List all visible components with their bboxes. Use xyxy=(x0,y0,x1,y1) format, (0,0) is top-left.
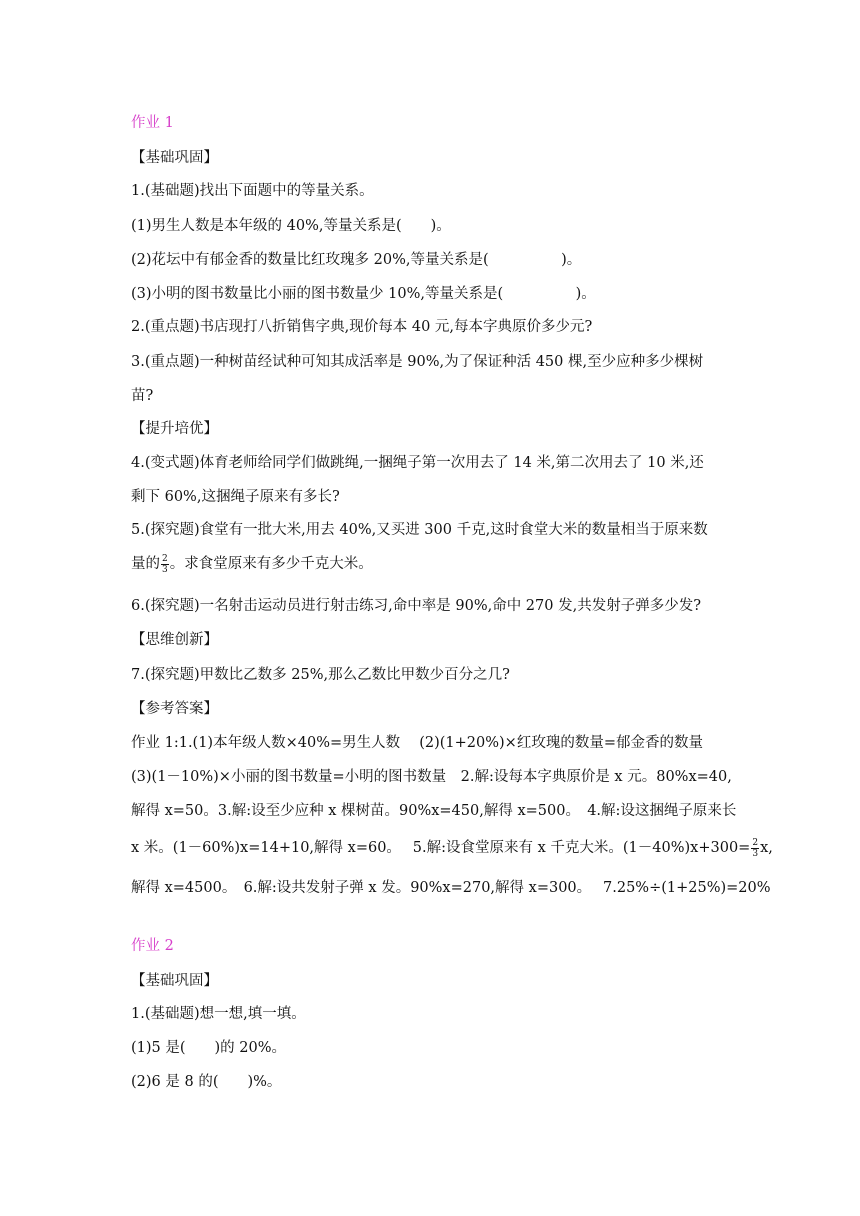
answer-line-3: 解得 x=50。3.解:设至少应种 x 棵树苗。90%x=450,解得 x=500。 4.解:设这捆绳子原来长 xyxy=(131,803,737,819)
section-improve-heading: 【提升培优】 xyxy=(131,421,218,437)
hw2-question-1-part-1: (1)5 是( )的 20%。 xyxy=(131,1040,287,1056)
question-4-line-1: 4.(变式题)体育老师给同学们做跳绳,一捆绳子第一次用去了 14 米,第二次用去了 10 米,还 xyxy=(131,455,704,471)
answer-line-4-pre: x 米。(1－60%)x=14+10,解得 x=60。 5.解:设食堂原来有 x 千克大米。(1－40%)x+300= xyxy=(131,840,751,856)
answer-line-5: 解得 x=4500。 6.解:设共发射子弹 x 发。90%x=270,解得 x=300。 7.25%÷(1+25%)=20% xyxy=(131,880,771,896)
question-5-text-pre: 量的 xyxy=(131,556,160,572)
fraction-two-thirds-answer xyxy=(751,838,759,859)
fraction-denominator: 3 xyxy=(162,564,168,575)
answer-line-2: (3)(1－10%)×小丽的图书数量=小明的图书数量 2.解:设每本字典原价是 x 元。80%x=40, xyxy=(131,769,732,785)
question-1-part-1: (1)男生人数是本年级的 40%,等量关系是( )。 xyxy=(131,218,451,234)
question-5-line-1: 5.(探究题)食堂有一批大米,用去 40%,又买进 300 千克,这时食堂大米的数量相当于原来数 xyxy=(131,522,708,538)
question-2: 2.(重点题)书店现打八折销售字典,现价每本 40 元,每本字典原价多少元? xyxy=(131,319,593,335)
hw2-section-basic-heading: 【基础巩固】 xyxy=(131,973,218,989)
question-1-part-3: (3)小明的图书数量比小丽的图书数量少 10%,等量关系是( )。 xyxy=(131,286,596,302)
question-5-line-2 xyxy=(131,552,373,575)
homework-1-title: 作业 1 xyxy=(131,115,174,131)
fraction-numerator: 2 xyxy=(162,553,168,564)
question-1: 1.(基础题)找出下面题中的等量关系。 xyxy=(131,183,374,199)
fraction-numerator: 2 xyxy=(752,837,759,848)
section-basic-heading: 【基础巩固】 xyxy=(131,150,218,166)
question-3-line-1: 3.(重点题)一种树苗经试种可知其成活率是 90%,为了保证种活 450 棵,至少应种多少棵树 xyxy=(131,354,704,370)
question-4-line-2: 剩下 60%,这捆绳子原来有多长? xyxy=(131,489,340,505)
answer-line-1: 作业 1:1.(1)本年级人数×40%=男生人数 (2)(1+20%)×红玫瑰的数量=郁金香的数量 xyxy=(131,735,703,751)
fraction-two-thirds xyxy=(161,554,169,575)
fraction-denominator: 3 xyxy=(752,848,759,859)
section-answer-heading: 【参考答案】 xyxy=(131,701,218,717)
answer-line-4 xyxy=(131,836,773,859)
question-5-text-post: 。求食堂原来有多少千克大米。 xyxy=(169,556,373,572)
question-3-line-2: 苗? xyxy=(131,388,154,404)
homework-2-title: 作业 2 xyxy=(131,938,174,954)
question-1-part-2: (2)花坛中有郁金香的数量比红玫瑰多 20%,等量关系是( )。 xyxy=(131,252,582,268)
hw2-question-1: 1.(基础题)想一想,填一填。 xyxy=(131,1006,306,1022)
question-6: 6.(探究题)一名射击运动员进行射击练习,命中率是 90%,命中 270 发,共发射子弹多少发? xyxy=(131,598,701,614)
hw2-question-1-part-2: (2)6 是 8 的( )%。 xyxy=(131,1074,282,1090)
question-7: 7.(探究题)甲数比乙数多 25%,那么乙数比甲数少百分之几? xyxy=(131,667,510,683)
answer-line-4-post: x, xyxy=(760,840,773,856)
section-think-heading: 【思维创新】 xyxy=(131,632,218,648)
